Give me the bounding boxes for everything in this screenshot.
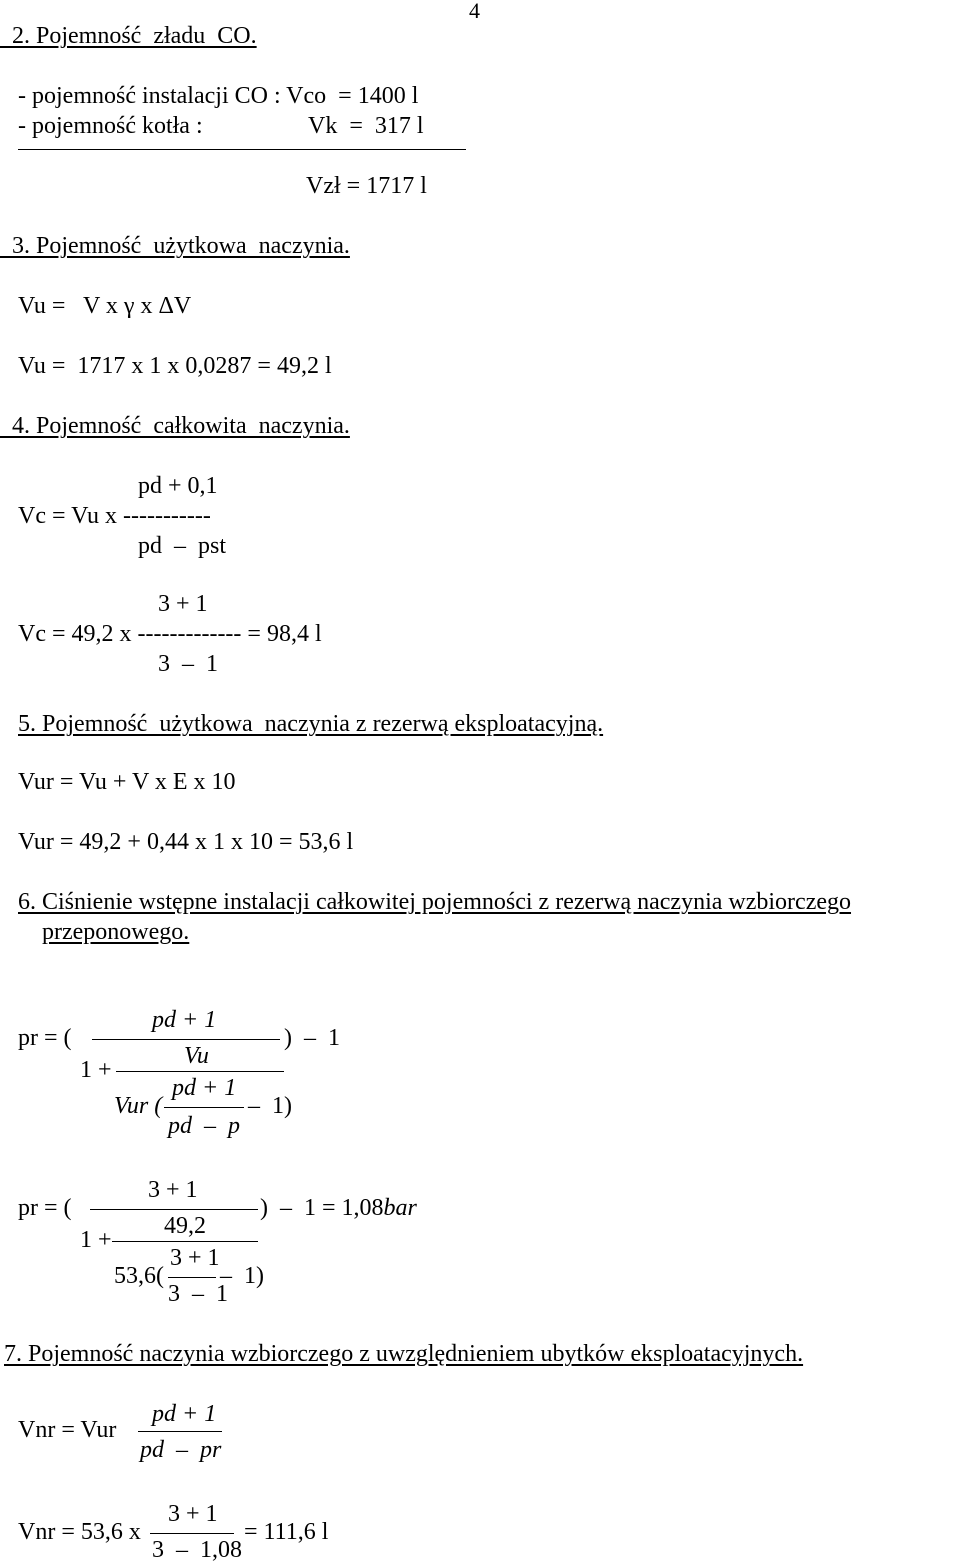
- section-5-heading: 5. Pojemność użytkowa naczynia z rezerwą eksploatacyjną.: [18, 711, 604, 737]
- vc-formula: Vc = Vu x -----------: [18, 503, 211, 529]
- vnr-formula-numerator: pd + 1: [152, 1401, 217, 1427]
- vur-formula: Vur = Vu + V x E x 10: [18, 769, 236, 795]
- pr-formula-numerator: pd + 1: [152, 1007, 217, 1033]
- pr-formula-main-bar: [92, 1039, 280, 1040]
- pr-formula-vur: Vur (: [114, 1093, 163, 1119]
- pr-formula-rparen: ) – 1: [284, 1025, 340, 1051]
- pr-formula-pd-minus-p: pd – p: [168, 1113, 240, 1139]
- pr-calc-one-plus: 1 +: [80, 1227, 112, 1253]
- vnr-calc-bar: [150, 1533, 234, 1534]
- boiler-volume-label: - pojemność kotła :: [18, 113, 203, 139]
- vnr-formula-lhs: Vnr = Vur: [18, 1417, 117, 1443]
- pr-formula-pd-plus-1: pd + 1: [172, 1075, 237, 1101]
- vnr-calc-result: = 111,6 l: [244, 1519, 329, 1545]
- pr-calc-minus-1: – 1): [220, 1263, 264, 1289]
- pr-calc-inner-bar: [168, 1277, 216, 1278]
- page-number: 4: [469, 0, 480, 23]
- section-6-heading-cont: przeponowego.: [42, 919, 190, 945]
- pr-calc-3-plus-1: 3 + 1: [170, 1245, 220, 1271]
- pr-calc-result: ) – 1 = 1,08: [260, 1195, 384, 1221]
- pr-calc-numerator: 3 + 1: [148, 1177, 198, 1203]
- pr-formula-lhs: pr = (: [18, 1025, 72, 1051]
- pr-calc-sub-bar: [112, 1241, 258, 1242]
- sum-rule: [18, 149, 466, 150]
- pr-calc-lhs: pr = (: [18, 1195, 72, 1221]
- vur-calculation: Vur = 49,2 + 0,44 x 1 x 10 = 53,6 l: [18, 829, 354, 855]
- section-7-heading: 7. Pojemność naczynia wzbiorczego z uwzględnieniem ubytków eksploatacyjnych.: [4, 1341, 804, 1367]
- boiler-volume-value: Vk = 317 l: [308, 113, 424, 139]
- total-volume: Vzł = 1717 l: [306, 173, 427, 199]
- vnr-calc-numerator: 3 + 1: [168, 1501, 218, 1527]
- vc-calc-denominator: 3 – 1: [158, 651, 218, 677]
- section-2-heading: 2. Pojemność zładu CO.: [0, 23, 257, 49]
- pr-formula-one-plus: 1 +: [80, 1057, 112, 1083]
- pr-calc-rparen-result: [260, 1196, 417, 1220]
- pr-calc-main-bar: [90, 1209, 258, 1210]
- pr-calc-53-6: 53,6(: [114, 1263, 164, 1289]
- section-6-heading: 6. Ciśnienie wstępne instalacji całkowitej pojemności z rezerwą naczynia wzbiorczego: [18, 889, 852, 915]
- vu-calculation: Vu = 1717 x 1 x 0,0287 = 49,2 l: [18, 353, 332, 379]
- vnr-formula-bar: [138, 1431, 222, 1432]
- pr-calc-3-minus-1: 3 – 1: [168, 1281, 228, 1307]
- vc-formula-denominator: pd – pst: [138, 533, 227, 559]
- vc-calculation: Vc = 49,2 x ------------- = 98,4 l: [18, 621, 322, 647]
- vnr-calc-lhs: Vnr = 53,6 x: [18, 1519, 141, 1545]
- vnr-calc-denominator: 3 – 1,08: [152, 1537, 242, 1563]
- section-3-heading: 3. Pojemność użytkowa naczynia.: [0, 233, 350, 259]
- pr-formula-minus-1: – 1): [248, 1093, 292, 1119]
- pr-formula-vu: Vu: [184, 1043, 209, 1069]
- pr-calc-unit: bar: [383, 1195, 417, 1221]
- pr-calc-49-2: 49,2: [164, 1213, 206, 1239]
- vnr-formula-denominator: pd – pr: [140, 1437, 222, 1463]
- co-volume-line: - pojemność instalacji CO : Vco = 1400 l: [18, 83, 419, 109]
- section-4-heading: 4. Pojemność całkowita naczynia.: [0, 413, 350, 439]
- vc-calc-numerator: 3 + 1: [158, 591, 208, 617]
- vc-formula-numerator: pd + 0,1: [138, 473, 218, 499]
- vu-formula: Vu = V x γ x ΔV: [18, 293, 192, 319]
- pr-formula-inner-bar: [164, 1107, 244, 1108]
- pr-formula-sub-bar: [116, 1071, 284, 1072]
